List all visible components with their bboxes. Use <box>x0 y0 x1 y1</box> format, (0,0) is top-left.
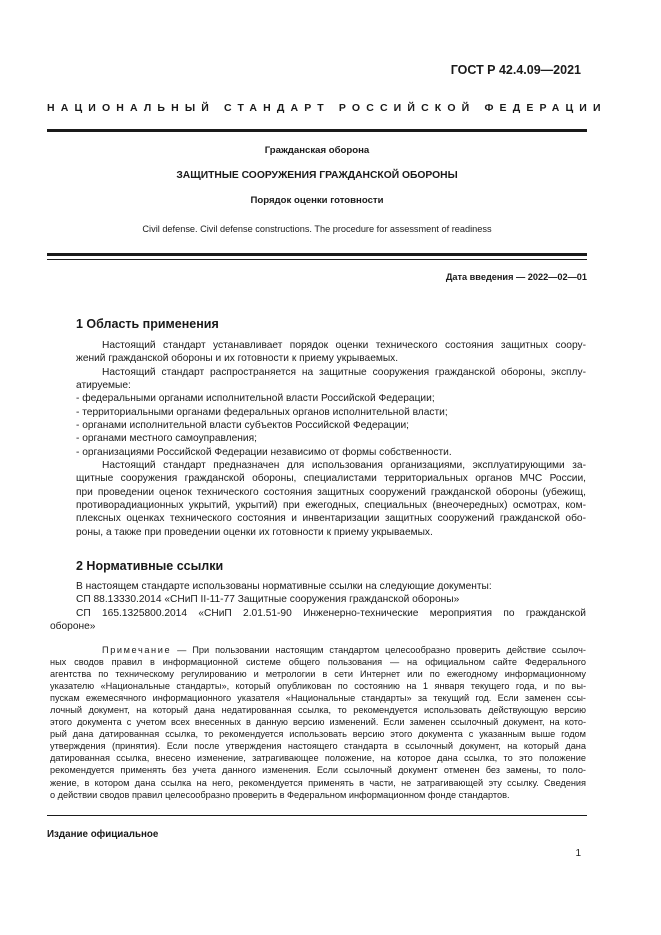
title-divider-thin <box>47 259 587 260</box>
list-item: - органами исполнительной власти субъектов Российской Федерации; <box>76 420 410 432</box>
paragraph-line: В настоящем стандарте использованы нормативные ссылки на следующие документы: <box>76 581 492 592</box>
paragraph-line: Настоящий стандарт распространяется на защитные сооружения гражданской обороны, эксплу- <box>102 366 586 378</box>
note-label: Примечание <box>102 645 172 655</box>
paragraph-line: жений гражданской обороны и их готовности к приему укрываемых. <box>76 353 399 365</box>
section-1-body <box>76 339 586 539</box>
note-line: утверждения (принятия). Если после утверждения настоящего стандарта в ссылочный документ, на который дана <box>50 741 586 752</box>
paragraph-line: противорадиационных укрытий, укрытий) при ежегодных, специальных (внеочередных) осмотрах, ком- <box>76 500 586 512</box>
footer-divider <box>47 815 587 816</box>
section-2-title: 2 Нормативные ссылки <box>76 559 224 573</box>
note-line: ных сводов правил в информационной системе общего пользования — на официальном сайте Федерального <box>50 657 586 668</box>
paragraph-line: роны, а также при проведении оценки их готовности к приему укрываемых. <box>76 526 433 538</box>
paragraph-line: плексных оценках технического состояния и инвентаризации защитных сооружений гражданской обо- <box>76 513 586 525</box>
note-text: — При пользовании настоящим стандартом целесообразно проверить действие ссылоч- <box>171 645 586 655</box>
english-title: Civil defense. Civil defense constructions. The procedure for assessment of readiness <box>142 224 492 234</box>
gost-number: ГОСТ Р 42.4.09—2021 <box>450 63 581 77</box>
title-divider-thick <box>47 253 587 256</box>
note-line: рекомендуется применять без учета данного изменения. Если ссылочный документ отменен без замены, то поло- <box>50 765 586 776</box>
subtitle: Порядок оценки готовности <box>250 195 384 206</box>
note-line: рый дана датированная ссылка, то рекомендуется использовать версию этого документа с указанным выше годом <box>50 729 586 740</box>
section-1-title: 1 Область применения <box>76 317 219 331</box>
official-edition-label: Издание официальное <box>47 829 159 840</box>
main-title: ЗАЩИТНЫЕ СООРУЖЕНИЯ ГРАЖДАНСКОЙ ОБОРОНЫ <box>176 170 458 181</box>
list-item: - федеральными органами исполнительной власти Российской Федерации; <box>76 393 435 405</box>
note-block <box>50 644 586 801</box>
note-line: агентства по техническому регулированию и метрологии в сети Интернет или по ежегодному информационному <box>50 669 586 680</box>
note-line: лочный документ, на который дана недатированная ссылка, то рекомендуется использовать действующую версию <box>50 705 586 716</box>
list-item: - органами местного самоуправления; <box>76 433 257 445</box>
top-divider <box>47 129 587 132</box>
section-2-body <box>50 580 586 633</box>
note-line <box>76 644 586 656</box>
intro-date: Дата введения — 2022—02—01 <box>445 272 587 282</box>
note-line: датированная ссылка, внесено изменение, затрагивающее положение, на которое дана ссылка, то это положение <box>50 753 586 764</box>
note-line: жение, в котором дана ссылка на него, рекомендуется применять в части, не затрагивающей эту ссылку. Сведения <box>50 777 586 788</box>
note-line: пускам ежемесячного информационного указателя «Национальные стандарты» за текущий год. Если заменен ссы- <box>50 693 586 704</box>
list-item: - территориальными органами федеральных органов исполнительной власти; <box>76 406 448 418</box>
paragraph-line: Настоящий стандарт устанавливает порядок оценки технического состояния защитных соору- <box>102 340 586 351</box>
paragraph-line: при проведении оценок технического состояния защитных сооружений гражданской обороны (убежищ, <box>76 486 586 498</box>
note-line: о действии сводов правил целесообразно проверить в Федеральном информационном фонде стандартов. <box>50 789 510 800</box>
paragraph-line: щитные сооружения гражданской обороны, специалистами территориальных органов МЧС России, <box>76 473 586 485</box>
category-heading: Гражданская оборона <box>264 145 370 156</box>
page-number: 1 <box>575 848 581 859</box>
reference-item: СП 165.1325800.2014 «СНиП 2.01.51-90 Инженерно-технические мероприятия по гражданской <box>76 607 586 619</box>
note-line: указателю «Национальные стандарты», который опубликован по состоянию на 1 января текущего года, и по вы- <box>50 681 586 692</box>
paragraph-line: атируемые: <box>76 380 131 392</box>
list-item: - организациями Российской Федерации независимо от формы собственности. <box>76 446 452 458</box>
note-line: этого документа с учетом всех внесенных в данную версию изменений. Если заменен ссылочный документ, на кото- <box>50 717 586 728</box>
reference-item: обороне» <box>50 621 96 633</box>
paragraph-line: Настоящий стандарт предназначен для использования организациями, эксплуатирующими за- <box>102 460 586 472</box>
reference-item: СП 88.13330.2014 «СНиП II-11-77 Защитные сооружения гражданской обороны» <box>76 594 460 606</box>
national-standard-banner: НАЦИОНАЛЬНЫЙ СТАНДАРТ РОССИЙСКОЙ ФЕДЕРАЦИИ <box>47 102 607 114</box>
